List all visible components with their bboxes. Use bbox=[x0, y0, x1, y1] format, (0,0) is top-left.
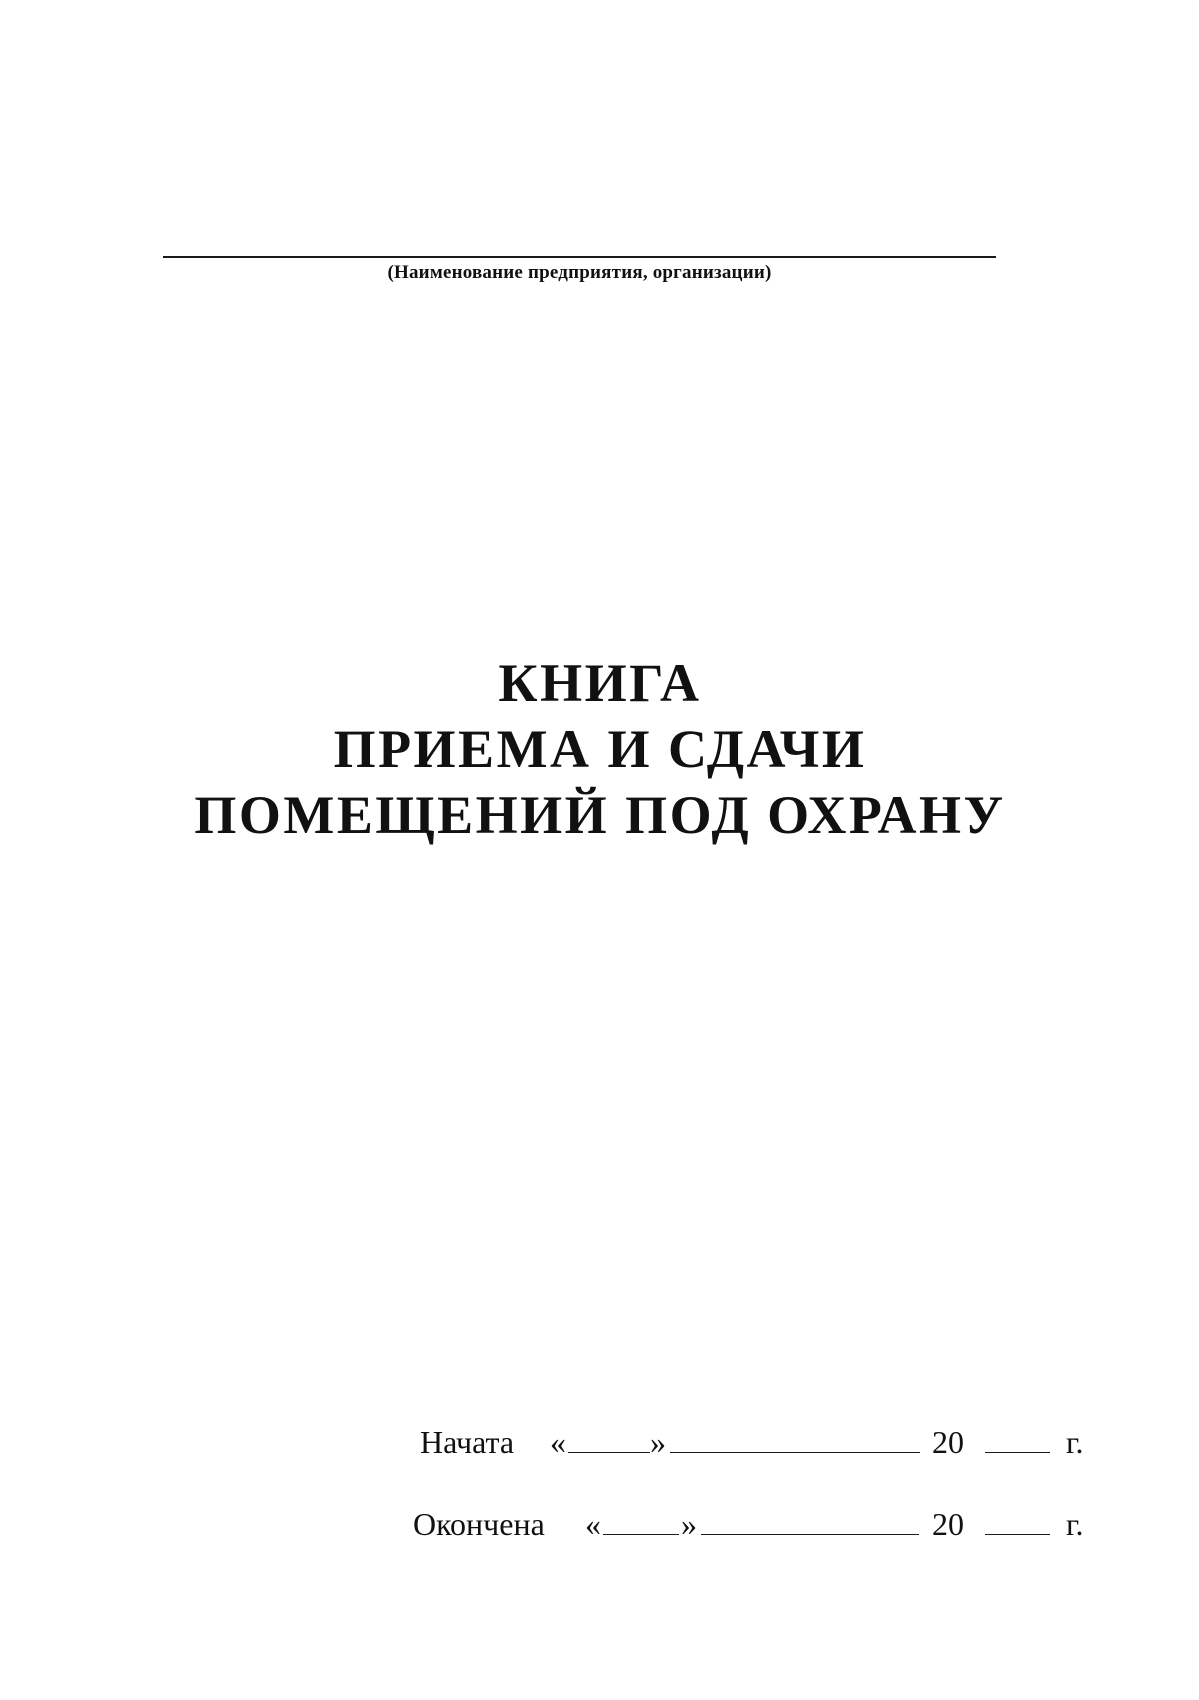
end-date-label: Окончена bbox=[413, 1506, 545, 1542]
title-line-2: ПРИЕМА И СДАЧИ bbox=[333, 719, 867, 779]
end-date-open-quote: « bbox=[585, 1506, 601, 1542]
end-year-prefix: 20 bbox=[932, 1506, 964, 1542]
end-year-blank bbox=[985, 1534, 1050, 1535]
document-title bbox=[100, 650, 1100, 848]
start-date-open-quote: « bbox=[550, 1424, 566, 1460]
start-month-blank bbox=[670, 1452, 920, 1453]
organization-caption: (Наименование предприятия, организации) bbox=[387, 262, 772, 283]
title-line-3: ПОМЕЩЕНИЙ ПОД ОХРАНУ bbox=[194, 785, 1006, 845]
start-year-prefix: 20 bbox=[932, 1424, 964, 1460]
end-date-row bbox=[413, 1504, 1133, 1544]
end-month-blank bbox=[701, 1534, 919, 1535]
start-day-blank bbox=[568, 1452, 650, 1453]
start-date-close-quote: » bbox=[650, 1424, 666, 1460]
end-day-blank bbox=[603, 1534, 679, 1535]
end-year-suffix: г. bbox=[1066, 1506, 1084, 1542]
start-year-blank bbox=[985, 1452, 1050, 1453]
start-date-label: Начата bbox=[420, 1424, 515, 1460]
organization-name-line bbox=[163, 256, 996, 258]
start-date-row bbox=[420, 1422, 1140, 1462]
start-year-suffix: г. bbox=[1066, 1424, 1084, 1460]
title-line-1: КНИГА bbox=[498, 653, 702, 713]
end-date-close-quote: » bbox=[681, 1506, 697, 1542]
